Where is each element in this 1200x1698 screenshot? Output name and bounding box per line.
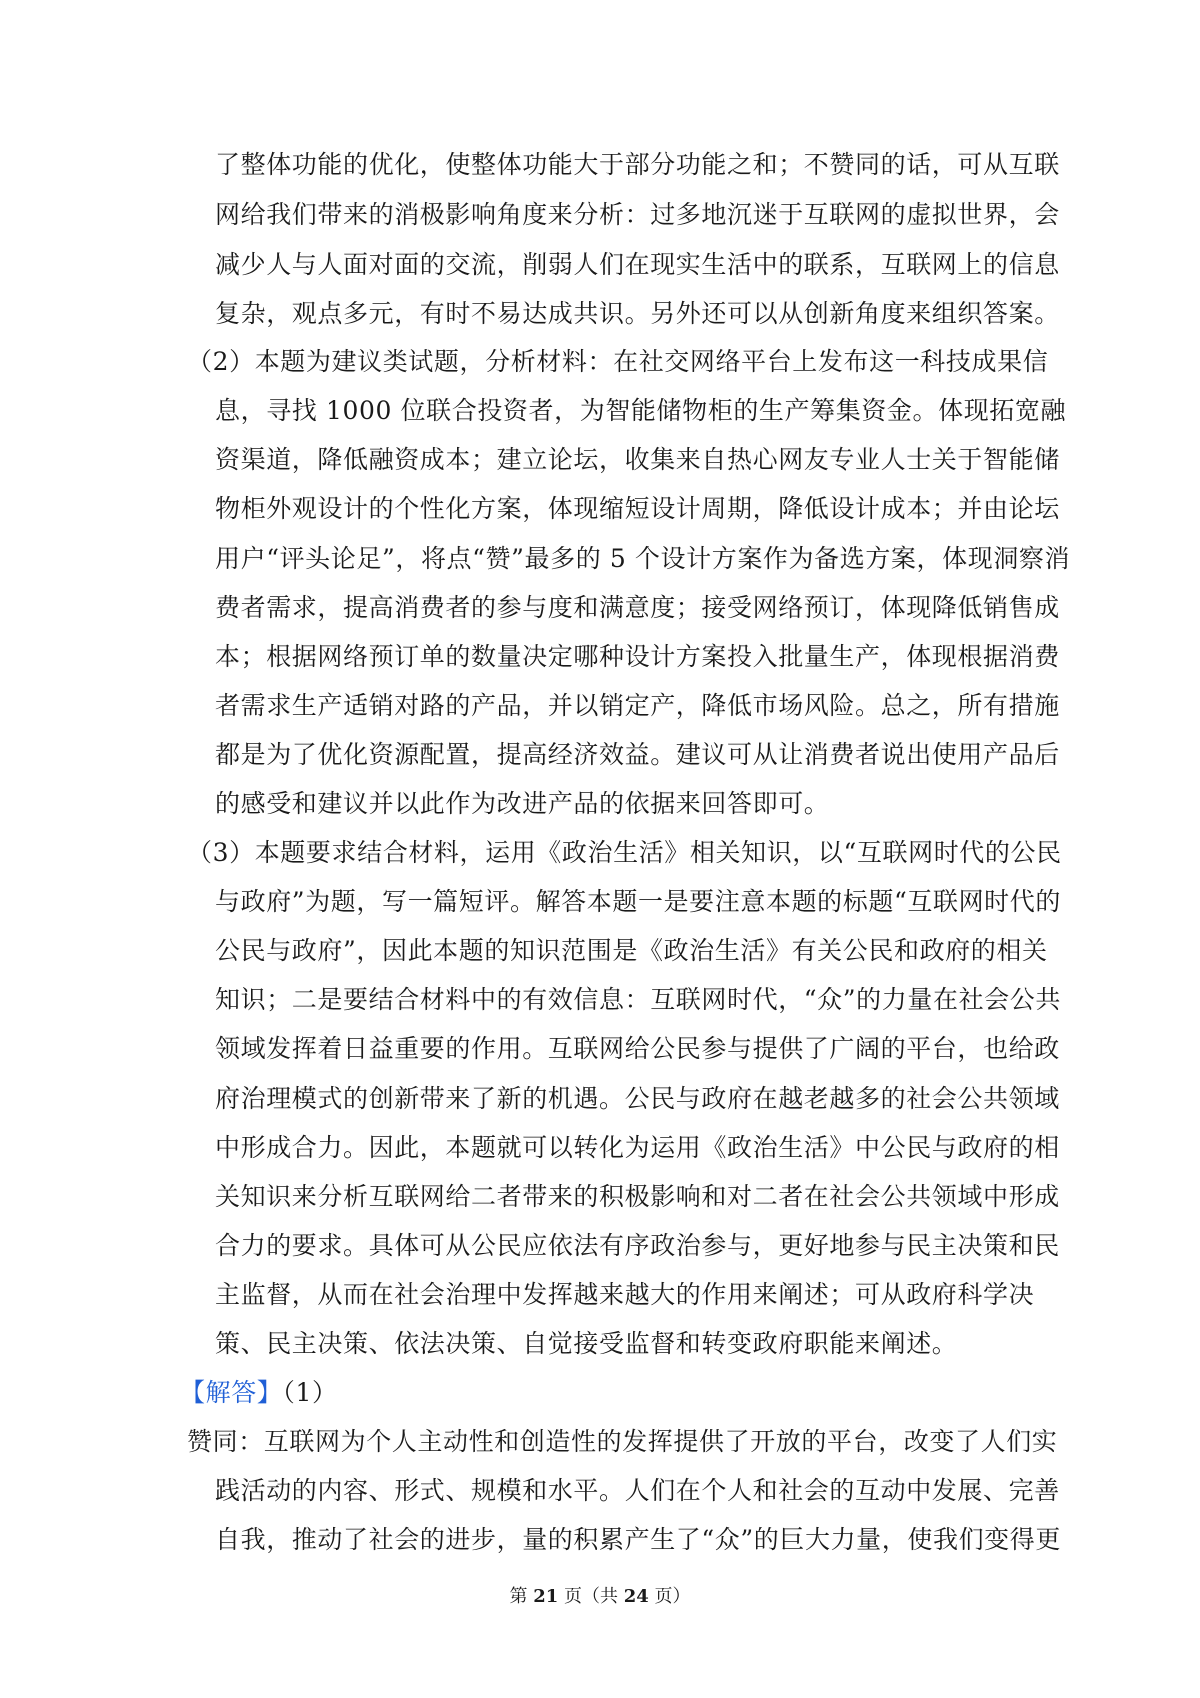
footer-mid: 页（共 (564, 1586, 618, 1607)
text-line: 用户“评头论足”，将点“赞”最多的 5 个设计方案作为备选方案，体现洞察消 (215, 544, 1071, 573)
answer-line: 赞同：互联网为个人主动性和创造性的发挥提供了开放的平台，改变了人们实 (187, 1427, 1058, 1456)
text-line: 费者需求，提高消费者的参与度和满意度；接受网络预订，体现降低销售成 (215, 593, 1060, 622)
text-line: （2）本题为建议类试题，分析材料：在社交网络平台上发布这一科技成果信 (187, 347, 1049, 376)
footer-suffix: 页） (654, 1586, 691, 1607)
answer-line: 践活动的内容、形式、规模和水平。人们在个人和社会的互动中发展、完善 (215, 1476, 1060, 1505)
text-line: 中形成合力。因此，本题就可以转化为运用《政治生活》中公民与政府的相 (215, 1133, 1060, 1162)
answer-part-number: （1） (282, 1378, 338, 1407)
text-line: 领域发挥着日益重要的作用。互联网给公民参与提供了广阔的平台，也给政 (215, 1034, 1060, 1063)
text-line: （3）本题要求结合材料，运用《政治生活》相关知识，以“互联网时代的公民 (187, 838, 1062, 867)
text-line: 者需求生产适销对路的产品，并以销定产，降低市场风险。总之，所有措施 (215, 691, 1060, 720)
page-number: 21 (533, 1586, 559, 1607)
page-total: 24 (623, 1586, 649, 1607)
text-line: 物柜外观设计的个性化方案，体现缩短设计周期，降低设计成本；并由论坛 (215, 494, 1060, 523)
text-line: 了整体功能的优化，使整体功能大于部分功能之和；不赞同的话，可从互联 (215, 150, 1060, 179)
text-line: 本；根据网络预订单的数量决定哪种设计方案投入批量生产，体现根据消费 (215, 642, 1060, 671)
text-line: 的感受和建议并以此作为改进产品的依据来回答即可。 (215, 789, 830, 818)
text-line: 与政府”为题，写一篇短评。解答本题一是要注意本题的标题“互联网时代的 (215, 887, 1061, 916)
text-line: 息，寻找 1000 位联合投资者，为智能储物柜的生产筹集资金。体现拓宽融 (215, 396, 1067, 425)
text-line: 府治理模式的创新带来了新的机遇。公民与政府在越老越多的社会公共领域 (215, 1084, 1060, 1113)
text-line: 策、民主决策、依法决策、自觉接受监督和转变政府职能来阐述。 (215, 1329, 958, 1358)
text-line: 资渠道，降低融资成本；建立论坛，收集来自热心网友专业人士关于智能储 (215, 445, 1060, 474)
answer-label: 【解答】 (180, 1378, 283, 1407)
answer-line: 自我，推动了社会的进步，量的积累产生了“众”的巨大力量，使我们变得更 (215, 1525, 1061, 1554)
text-line: 减少人与人面对面的交流，削弱人们在现实生活中的联系，互联网上的信息 (215, 250, 1060, 279)
text-line: 网给我们带来的消极影响角度来分析：过多地沉迷于互联网的虚拟世界，会 (215, 200, 1060, 229)
text-line: 知识；二是要结合材料中的有效信息：互联网时代，“众”的力量在社会公共 (215, 985, 1061, 1014)
page-footer (0, 1586, 1200, 1608)
text-line: 都是为了优化资源配置，提高经济效益。建议可从让消费者说出使用产品后 (215, 740, 1060, 769)
answer-heading (180, 1378, 338, 1408)
text-line: 合力的要求。具体可从公民应依法有序政治参与，更好地参与民主决策和民 (215, 1231, 1060, 1260)
text-line: 主监督，从而在社会治理中发挥越来越大的作用来阐述；可从政府科学决 (215, 1280, 1035, 1309)
text-line: 复杂，观点多元，有时不易达成共识。另外还可以从创新角度来组织答案。 (215, 299, 1060, 328)
text-line: 公民与政府”，因此本题的知识范围是《政治生活》有关公民和政府的相关 (215, 936, 1048, 965)
text-line: 关知识来分析互联网给二者带来的积极影响和对二者在社会公共领域中形成 (215, 1182, 1060, 1211)
footer-prefix: 第 (509, 1586, 528, 1607)
